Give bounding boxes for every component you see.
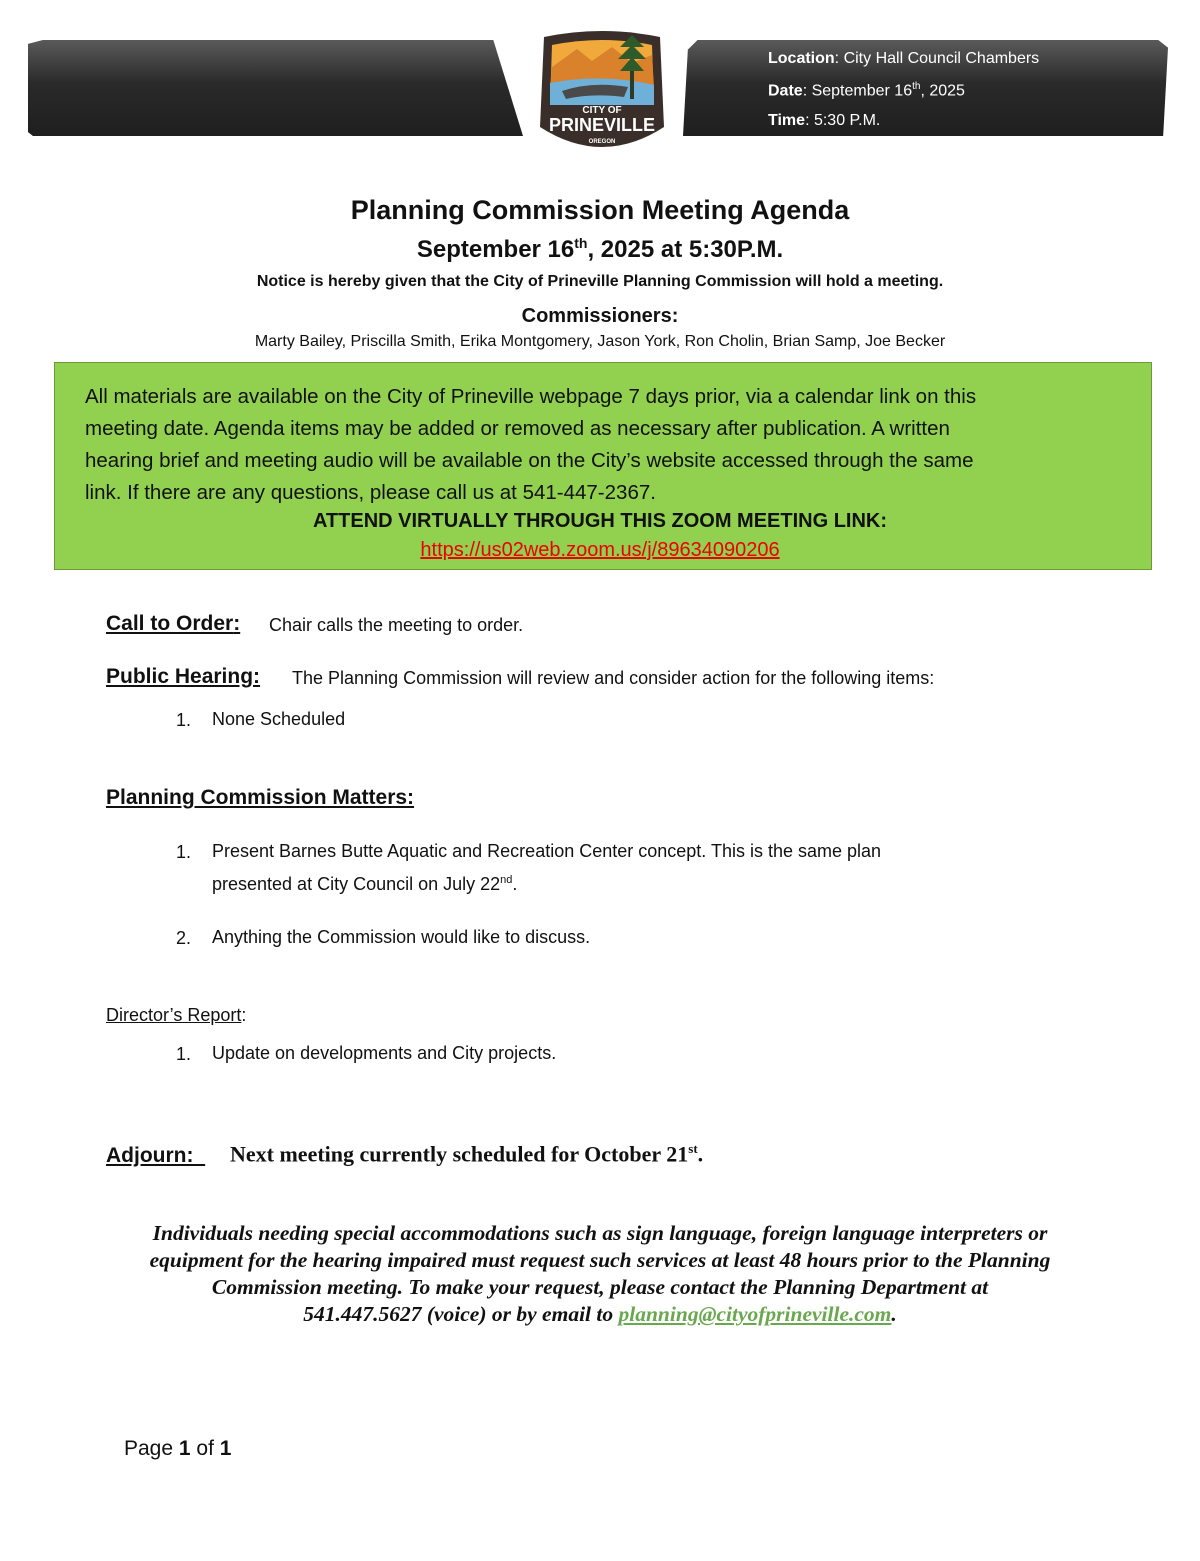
meeting-date: Date: September 16th, 2025 — [768, 81, 965, 100]
info-line: link. If there are any questions, please call us at 541-447-2367. — [85, 481, 656, 504]
meeting-location: Location: City Hall Council Chambers — [768, 50, 1040, 67]
adjourn-desc: Next meeting currently scheduled for October 21st. — [230, 1141, 704, 1167]
public-hearing-heading: Public Hearing: — [106, 665, 261, 688]
commission-matters-item: Present Barnes Butte Aquatic and Recreation Center concept. This is the same plan presented at City Council on July 22nd. — [212, 841, 882, 894]
commission-matters-heading: Planning Commission Matters: — [106, 786, 415, 809]
attend-virtually-heading: ATTEND VIRTUALLY THROUGH THIS ZOOM MEETING LINK: — [312, 510, 888, 532]
public-hearing-desc: The Planning Commission will review and consider action for the following items: — [292, 668, 935, 688]
page-title: Planning Commission Meeting Agenda — [350, 195, 850, 225]
accommodation-note: Individuals needing special accommodations such as sign language, foreign language interpreters or equipment for the hearing impaired must request such services at least 48 hours prior to the Planning Commission meeting. To make your request, please contact the Planning Department at 541.447.5627 (voice) or by email to planning@cityofprineville.com. — [149, 1221, 1051, 1326]
call-to-order-heading: Call to Order: — [106, 612, 241, 635]
info-line: hearing brief and meeting audio will be available on the City’s website accessed through the same — [85, 449, 974, 472]
public-hearing-item: None Scheduled — [212, 709, 346, 729]
info-line: All materials are available on the City of Prineville webpage 7 days prior, via a calendar link on this — [85, 385, 977, 408]
city-of-prineville-logo — [532, 27, 672, 159]
zoom-meeting-link[interactable]: https://us02web.zoom.us/j/89634090206 — [420, 539, 780, 561]
list-item-number: 1. — [176, 842, 192, 862]
info-line: meeting date. Agenda items may be added or removed as necessary after publication. A written — [85, 417, 950, 440]
header-banner-left — [28, 40, 523, 136]
list-item-number: 1. — [176, 710, 192, 730]
commission-matters-item: Anything the Commission would like to discuss. — [212, 927, 591, 947]
logo-text-prineville: PRINEVILLE — [548, 115, 656, 135]
meeting-datetime-subtitle: September 16th, 2025 at 5:30P.M. — [416, 235, 784, 263]
directors-report-item: Update on developments and City projects. — [212, 1043, 557, 1063]
logo-text-oregon: OREGON — [588, 139, 616, 145]
planning-email-link[interactable]: planning@cityofprineville.com — [618, 1302, 892, 1326]
logo-text-city-of: CITY OF — [582, 105, 622, 116]
call-to-order-desc: Chair calls the meeting to order. — [269, 615, 524, 635]
materials-info-text — [85, 381, 1125, 509]
directors-report-heading: Director’s Report: — [106, 1005, 247, 1025]
list-item-number: 2. — [176, 928, 192, 948]
commissioners-heading: Commissioners: — [521, 305, 679, 327]
adjourn-heading: Adjourn: — [106, 1144, 194, 1167]
meeting-time: Time: 5:30 P.M. — [768, 112, 881, 129]
page-number: Page 1 of 1 — [124, 1437, 232, 1460]
list-item-number: 1. — [176, 1044, 192, 1064]
meeting-notice: Notice is hereby given that the City of Prineville Planning Commission will hold a meeting. — [256, 273, 944, 290]
commissioners-list: Marty Bailey, Priscilla Smith, Erika Montgomery, Jason York, Ron Cholin, Brian Samp, Joe Becker — [254, 333, 946, 350]
